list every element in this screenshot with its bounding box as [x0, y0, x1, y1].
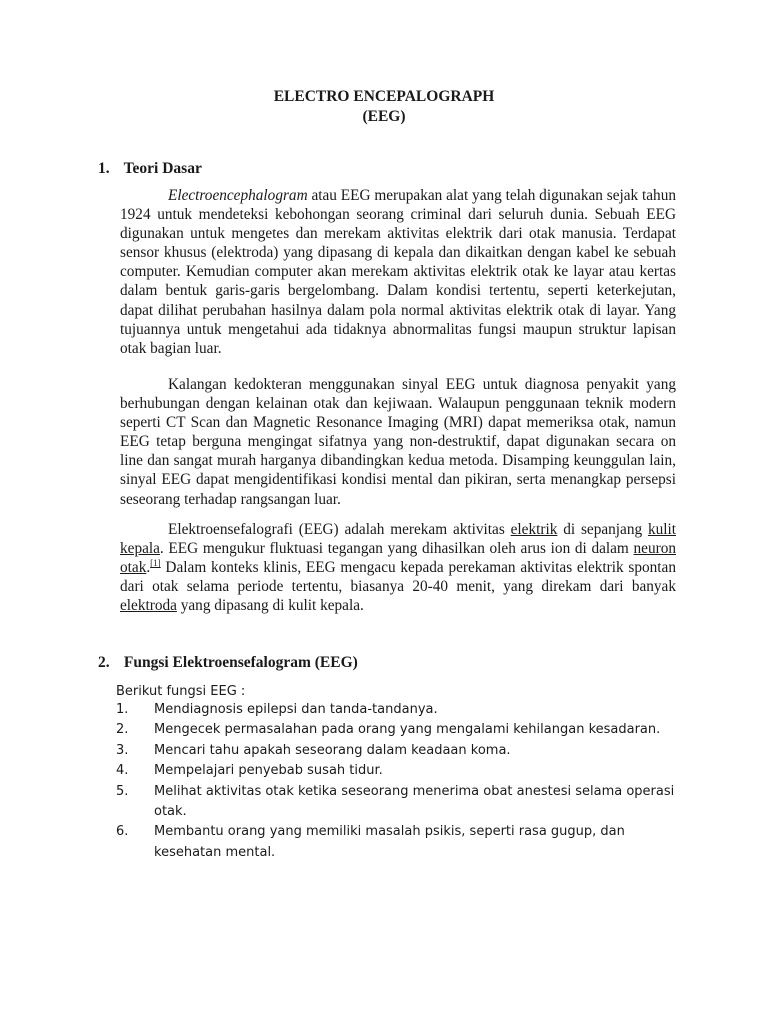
p3-text-7: Dalam konteks klinis, EEG mengacu kepada perekaman aktivitas elektrik spontan dari otak selama periode tertentu, biasanya 20-40 menit, yang direkam dari banyak — [120, 559, 676, 596]
list-item-number: 3. — [116, 742, 129, 758]
paragraph-3 — [120, 520, 676, 615]
list-item — [116, 761, 676, 781]
list-item — [116, 782, 676, 823]
link-elektrik[interactable]: elektrik — [510, 521, 558, 538]
link-elektroda[interactable]: elektroda — [120, 597, 177, 615]
list-item — [116, 741, 676, 761]
p3-text-4: . EEG mengukur fluktuasi tegangan yang dihasilkan oleh arus ion di dalam — [159, 540, 634, 558]
list-item-number: 1. — [116, 702, 129, 717]
section-2-number: 2. — [98, 654, 110, 671]
list-item-number: 4. — [116, 763, 129, 779]
reference-link[interactable]: [1] — [150, 558, 161, 569]
section-2-heading — [98, 654, 358, 672]
section-1-heading — [98, 160, 202, 178]
document-title: ELECTRO ENCEPALOGRAPH — [273, 88, 495, 105]
list-item-text: Membantu orang yang memiliki masalah psikis, seperti rasa gugup, dan kesehatan mental. — [154, 824, 625, 860]
function-list — [116, 700, 676, 863]
paragraph-1 — [120, 186, 676, 358]
list-item-number: 6. — [116, 824, 129, 840]
list-item-text: Mengecek permasalahan pada orang yang mengalami kehilangan kesadaran. — [154, 722, 661, 738]
list-item-number: 5. — [116, 783, 129, 799]
p3-text-6: . — [146, 559, 151, 577]
section-2-title: Fungsi Elektroensefalogram (EEG) — [123, 654, 358, 671]
section-1-number: 1. — [98, 160, 110, 177]
paragraph-2 — [120, 375, 676, 509]
list-item-text: Mencari tahu apakah seseorang dalam keadaan koma. — [154, 742, 511, 758]
list-item — [116, 822, 676, 863]
link-neuron[interactable]: neuron — [633, 540, 676, 558]
list-intro: Berikut fungsi EEG : — [116, 684, 246, 699]
p3-text-8: yang dipasang di kulit kepala. — [176, 597, 364, 615]
link-kulit[interactable]: kulit — [647, 521, 676, 538]
list-item-number: 2. — [116, 722, 129, 738]
link-kepala[interactable]: kepala — [120, 540, 160, 558]
link-otak[interactable]: otak — [120, 559, 147, 577]
p3-text-1: Elektroensefalografi (EEG) adalah merekam aktivitas — [168, 521, 511, 538]
list-item-text: Melihat aktivitas otak ketika seseorang menerima obat anestesi selama operasi otak. — [154, 783, 675, 820]
paragraph-1-text: atau EEG merupakan alat yang telah digunakan sejak tahun 1924 untuk mendeteksi kebohongan seorang criminal dari seluruh dunia. Sebuah EEG digunakan untuk mengetes dan merekam aktivitas elektrik dari otak manusia. Terdapat sensor khusus (elektroda) yang dipasang di kepala dan dikaitkan dengan kabel ke sebuah computer. Kemudian computer akan merekam aktivitas elektrik otak ke layar atau kertas dalam bentuk garis-garis bergelombang. Dalam kondisi tertentu, seperti keterkejutan, dapat dilihat perubahan hasilnya dalam pola normal aktivitas elektrik otak di layar. Yang tujuannya untuk mengetahui ada tidaknya abnormalitas fungsi maupun struktur lapisan otak bagian luar. — [120, 187, 676, 357]
document-subtitle: (EEG) — [362, 108, 406, 125]
list-item — [116, 720, 676, 740]
section-1-title: Teori Dasar — [123, 160, 202, 177]
list-item-text: Mempelajari penyebab susah tidur. — [154, 763, 383, 779]
p3-text-2: di sepanjang — [557, 521, 648, 538]
list-item — [116, 700, 676, 720]
paragraph-2-text: Kalangan kedokteran menggunakan sinyal EEG untuk diagnosa penyakit yang berhubungan dengan kelainan otak dan kejiwaan. Walaupun penggunaan teknik modern seperti CT Scan dan Magnetic Resonance Imaging (MRI) dapat memeriksa otak, namun EEG tetap berguna mengingat sifatnya yang non-destruktif, dapat digunakan secara on line dan sangat murah harganya dibandingkan kedua metoda. Disamping keunggulan lain, sinyal EEG dapat mengidentifikasi kondisi mental dan pikiran, serta menangkap persepsi seseorang terhadap rangsangan luar. — [120, 376, 676, 508]
list-item-text: Mendiagnosis epilepsi dan tanda-tandanya. — [154, 702, 438, 717]
term-electroencephalogram: Electroencephalogram — [168, 187, 308, 204]
